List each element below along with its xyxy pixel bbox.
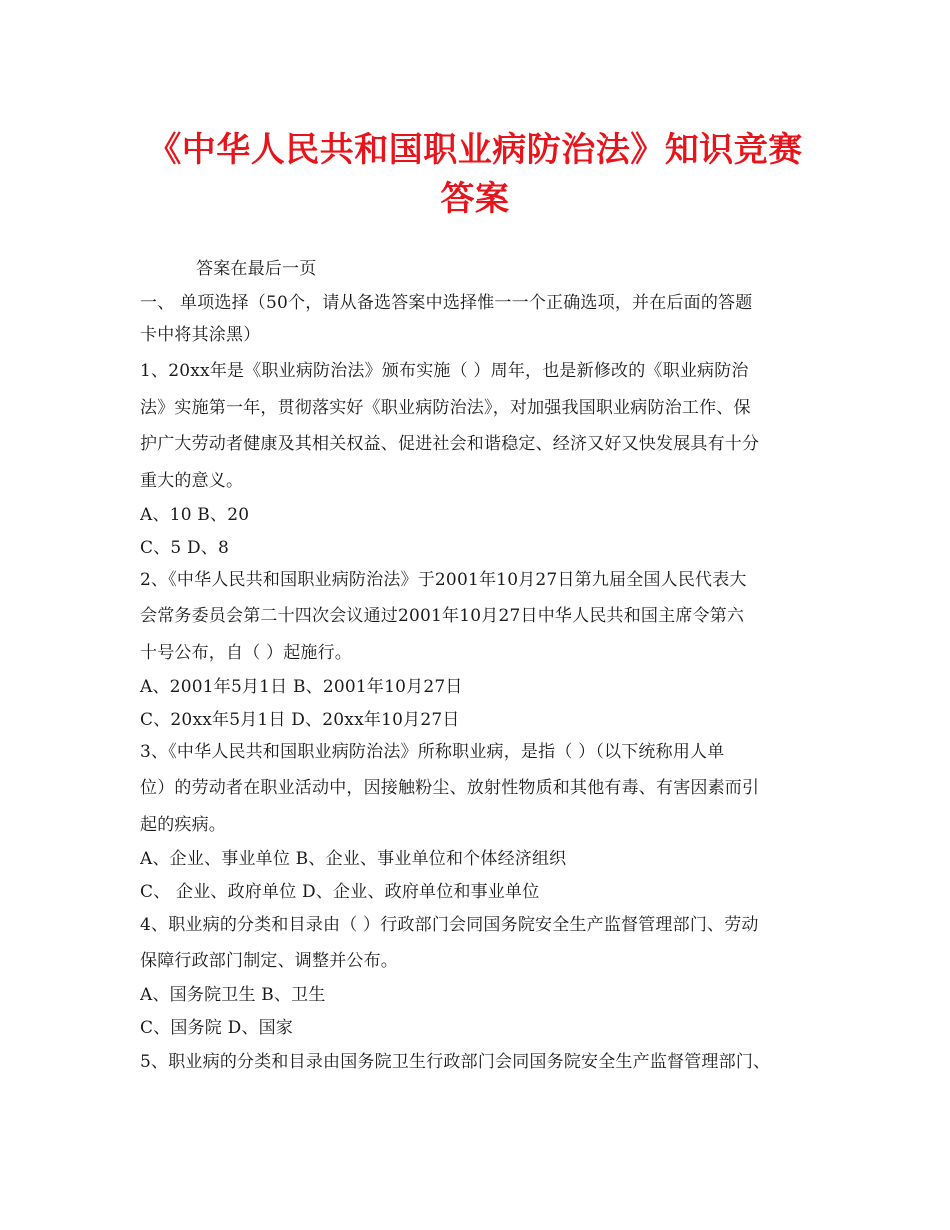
- document-title-line-1: 《中华人民共和国职业病防治法》知识竞赛: [147, 130, 803, 170]
- question-4-options-cd: C、国务院 D、国家: [140, 1018, 294, 1038]
- question-2-line-2: 会常务委员会第二十四次会议通过2001年10月27日中华人民共和国主席令第六: [140, 606, 745, 626]
- question-1-options-ab: A、10 B、20: [140, 505, 250, 525]
- question-3-line-2: 位）的劳动者在职业活动中，因接触粉尘、放射性物质和其他有毒、有害因素而引: [140, 778, 760, 798]
- question-1-line-1: 1、20xx年是《职业病防治法》颁布实施（ ）周年，也是新修改的《职业病防治: [140, 361, 749, 381]
- question-1-line-2: 法》实施第一年，贯彻落实好《职业病防治法》，对加强我国职业病防治工作、保: [140, 398, 751, 418]
- question-4-line-1: 4、职业病的分类和目录由（ ）行政部门会同国务院安全生产监督管理部门、劳动: [140, 915, 759, 935]
- question-4-options-ab: A、国务院卫生 B、卫生: [140, 985, 326, 1005]
- question-3-options-cd: C、 企业、政府单位 D、企业、政府单位和事业单位: [140, 882, 540, 902]
- question-2-options-ab: A、2001年5月1日 B、2001年10月27日: [140, 677, 463, 697]
- question-4-line-2: 保障行政部门制定、调整并公布。: [140, 951, 398, 971]
- section-heading-continued: 卡中将其涂黑）: [140, 325, 261, 345]
- question-3-options-ab: A、企业、事业单位 B、企业、事业单位和个体经济组织: [140, 849, 567, 869]
- question-1-line-3: 护广大劳动者健康及其相关权益、促进社会和谐稳定、经济又好又快发展具有十分: [140, 434, 760, 454]
- answer-note: 答案在最后一页: [196, 259, 317, 279]
- question-2-options-cd: C、20xx年5月1日 D、20xx年10月27日: [140, 710, 460, 730]
- question-2-line-1: 2、《中华人民共和国职业病防治法》于2001年10月27日第九届全国人民代表大: [140, 570, 747, 590]
- question-1-options-cd: C、5 D、8: [140, 538, 230, 558]
- section-heading: 一、 单项选择（50个，请从备选答案中选择惟一一个正确选项，并在后面的答题: [140, 293, 753, 313]
- question-3-line-1: 3、《中华人民共和国职业病防治法》所称职业病，是指（ ）（以下统称用人单: [140, 742, 725, 762]
- question-5-line-1: 5、职业病的分类和目录由国务院卫生行政部门会同国务院安全生产监督管理部门、: [140, 1052, 771, 1072]
- document-title-line-2: 答案: [440, 179, 510, 219]
- question-3-line-3: 起的疾病。: [140, 815, 226, 835]
- question-1-line-4: 重大的意义。: [140, 471, 244, 491]
- question-2-line-3: 十号公布，自（ ）起施行。: [140, 643, 353, 663]
